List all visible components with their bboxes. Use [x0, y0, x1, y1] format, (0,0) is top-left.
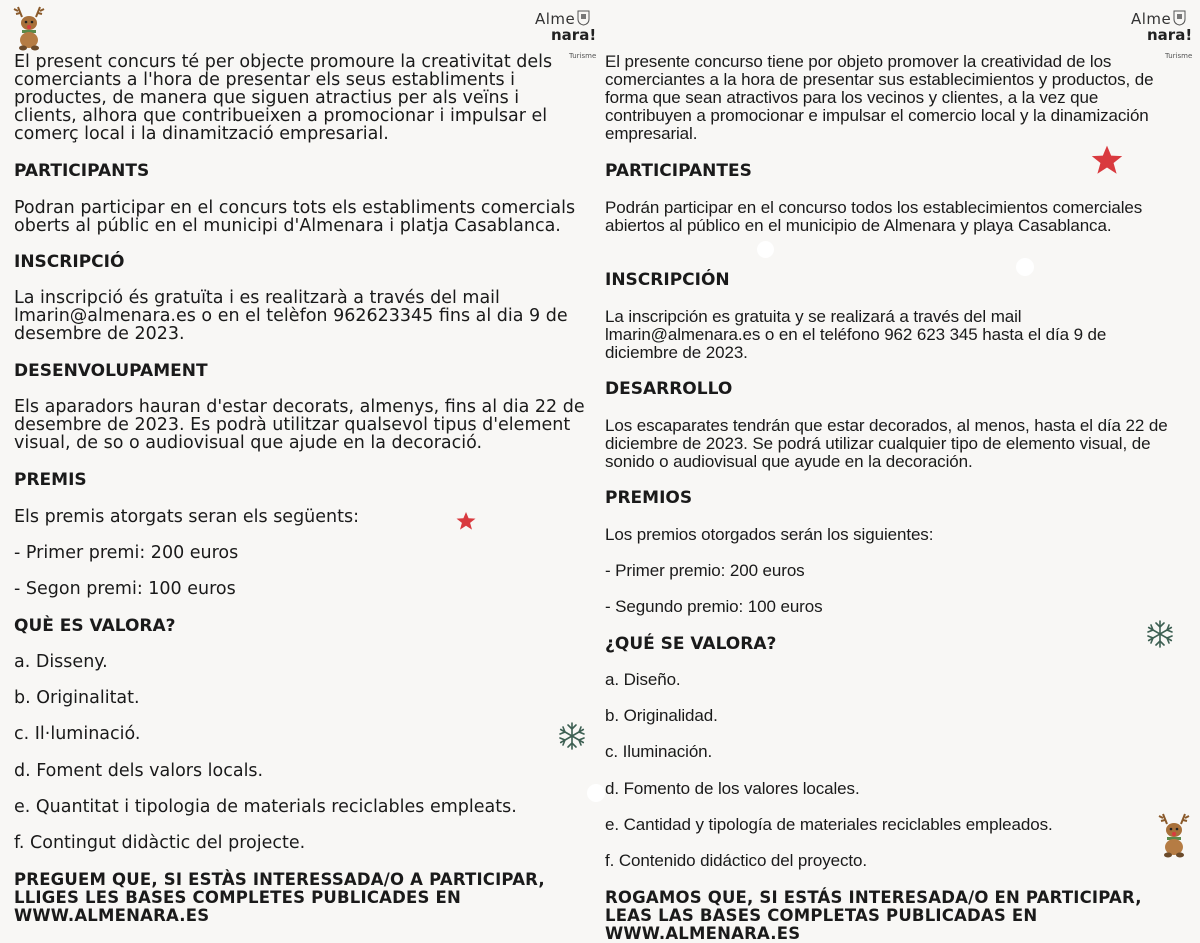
snow-dot — [587, 784, 605, 802]
prize-second: - Segundo premio: 100 euros — [605, 597, 823, 616]
participants-heading: PARTICIPANTS — [14, 161, 150, 181]
criteria-heading: QUÈ ES VALORA? — [14, 616, 176, 636]
prizes-intro: Els premis atorgats seran els següents: — [14, 507, 360, 527]
criteria-item: f. Contingut didàctic del projecte. — [14, 833, 306, 853]
criteria-item: b. Originalidad. — [605, 706, 718, 725]
development-text: Los escaparates tendrán que estar decorados, al menos, hasta el día 22 de diciembre de 2023. Se podrá utilizar cualquier tipo de elemento visual, de sonido o audiovisual que ayude en la decoración. — [605, 416, 1168, 471]
criteria-item: c. Iluminación. — [605, 742, 713, 761]
logo-line-2: nara! — [1147, 26, 1193, 44]
shield-icon — [1173, 10, 1186, 26]
reindeer-icon — [12, 3, 46, 51]
criteria-item: e. Quantitat i tipologia de materials reciclables empleats. — [14, 797, 517, 817]
almenara-logo — [1131, 10, 1193, 60]
criteria-heading: ¿QUÉ SE VALORA? — [605, 634, 777, 654]
criteria-item: e. Cantidad y tipología de materiales reciclables empleados. — [605, 815, 1053, 834]
footer-note: ROGAMOS QUE, SI ESTÁS INTERESADA/O EN PARTICIPAR, LEAS LAS BASES COMPLETAS PUBLICADAS EN WWW.ALMENARA.ES — [605, 888, 1142, 943]
logo-line-1: Alme — [1131, 10, 1172, 28]
prize-second: - Segon premi: 100 euros — [14, 579, 236, 599]
participants-text: Podrán participar en el concurso todos los establecimientos comerciales abiertos al público en el municipio de Almenara y playa Casablanca. — [605, 198, 1143, 235]
inscription-text: La inscripción es gratuita y se realizará a través del mail lmarin@almenara.es o en el teléfono 962 623 345 hasta el día 9 de diciembre de 2023. — [605, 307, 1107, 362]
logo-line-2: nara! — [551, 26, 597, 44]
prizes-intro: Los premios otorgados serán los siguientes: — [605, 525, 934, 544]
criteria-item: a. Diseño. — [605, 670, 681, 689]
intro-text: El present concurs té per objecte promoure la creativitat dels comerciants a l'hora de presentar els seus establiments i productes, de manera que siguen atractius per als veïns i clients, alhora que contribueixen a promocionar i impulsar el comerç local i la dinamització empresarial. — [14, 52, 553, 144]
criteria-item: c. Il·luminació. — [14, 724, 141, 744]
participants-heading: PARTICIPANTES — [605, 161, 752, 181]
almenara-logo — [535, 10, 597, 60]
prize-first: - Primer premio: 200 euros — [605, 561, 805, 580]
intro-text: El presente concurso tiene por objeto promover la creatividad de los comerciantes a la hora de presentar sus establecimientos y productos, de forma que sean atractivos para los vecinos y clientes, a la vez que contribuyen a promocionar e impulsar el comercio local y la dinamización empresarial. — [605, 52, 1154, 143]
inscription-heading: INSCRIPCIÓN — [605, 270, 730, 290]
prizes-heading: PREMIS — [14, 470, 87, 490]
logo-line-1: Alme — [535, 10, 576, 28]
shield-icon — [577, 10, 590, 26]
logo-subtitle: Turisme — [569, 52, 597, 60]
development-text: Els aparadors hauran d'estar decorats, almenys, fins al dia 22 de desembre de 2023. Es podrà utilitzar qualsevol tipus d'element visual, de so o audiovisual que ajude en la decoració. — [14, 397, 585, 453]
criteria-item: a. Disseny. — [14, 652, 108, 672]
inscription-text: La inscripció és gratuïta i es realitzarà a través del mail lmarin@almenara.es o en el telèfon 962623345 fins al dia 9 de desembre de 2023. — [14, 288, 568, 344]
logo-subtitle: Turisme — [1165, 52, 1193, 60]
inscription-heading: INSCRIPCIÓ — [14, 252, 125, 272]
criteria-item: d. Fomento de los valores locales. — [605, 779, 860, 798]
snow-dot — [757, 241, 774, 258]
footer-note: PREGUEM QUE, SI ESTÀS INTERESSADA/O A PARTICIPAR, LLIGES LES BASES COMPLETES PUBLICADES EN WWW.ALMENARA.ES — [14, 870, 545, 925]
prizes-heading: PREMIOS — [605, 488, 693, 508]
development-heading: DESARROLLO — [605, 379, 733, 399]
prize-first: - Primer premi: 200 euros — [14, 543, 239, 563]
criteria-item: f. Contenido didáctico del proyecto. — [605, 851, 867, 870]
criteria-item: b. Originalitat. — [14, 688, 140, 708]
participants-text: Podran participar en el concurs tots els establiments comercials oberts al públic en el municipi d'Almenara i platja Casablanca. — [14, 198, 576, 236]
criteria-item: d. Foment dels valors locals. — [14, 761, 264, 781]
development-heading: DESENVOLUPAMENT — [14, 361, 208, 381]
